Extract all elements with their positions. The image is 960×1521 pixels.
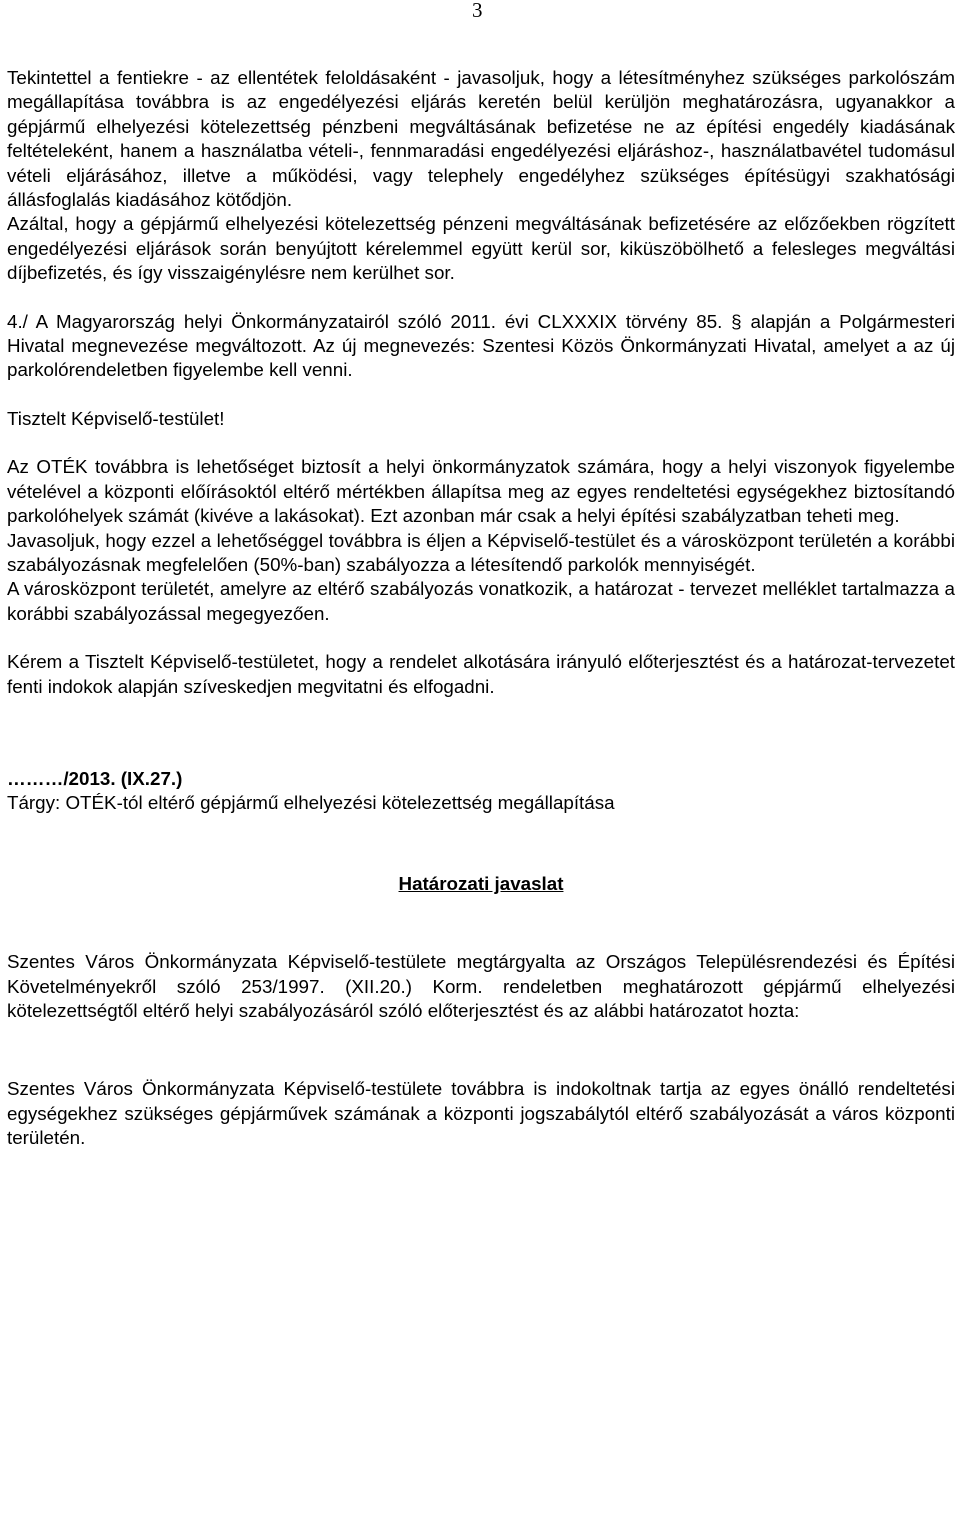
- paragraph-city-center-area: A városközpont területét, amelyre az eltérő szabályozás vonatkozik, a határozat - tervezet melléklet tartalmazza a korábbi szabályozással megegyezően.: [7, 578, 955, 624]
- paragraph-office-name-change: 4./ A Magyarország helyi Önkormányzatairól szóló 2011. évi CLXXXIX törvény 85. § alapján a Polgármesteri Hivatal megnevezése megváltozott. Az új megnevezés: Szentesi Közös Önkormányzati Hivatal, amelyet a az új parkolórendeletben figyelembe kell venni.: [7, 310, 955, 381]
- paragraph-otek-options: Az OTÉK továbbra is lehetőséget biztosít a helyi önkormányzatok számára, hogy a helyi viszonyok figyelembe vételével a központi előírásoktól eltérő mértékben állapítsa meg az egyes rendeltetési egységekhez biztosítandó parkolóhelyek számát (kivéve a lakásokat). Ezt azonban már csak a helyi építési szabályzatban teheti meg.: [7, 456, 955, 527]
- paragraph-parking-proposal: Tekintettel a fentiekre - az ellentétek feloldásaként - javasoljuk, hogy a létesítményhez szükséges parkolószám megállapítása továbbra is az engedélyezési eljárás keretén belül kerüljön meghatározásra, ugyanakkor a gépjármű elhelyezési kötelezettség pénzbeni megváltásának befizetése ne az építési engedély kiadásának feltételeként, hanem a használatba vételi-, fennmaradási engedélyezési eljáráshoz-, használatbavétel tudomásul vételi eljárásához, illetve a működési, vagy telephely engedélyhez szükséges építésügyi szakhatósági állásfoglalás kiadásához kötődjön.: [7, 67, 955, 211]
- document-body: [7, 66, 955, 1151]
- resolution-number: ………/2013. (IX.27.): [7, 767, 183, 789]
- paragraph-recommendation: Javasoljuk, hogy ezzel a lehetőséggel továbbra is éljen a Képviselő-testület és a városközpont területén a korábbi szabályozásnak megfelelően (50%-ban) szabályozza a létesítendő parkolók mennyiségét.: [7, 529, 955, 575]
- paragraph-council-discussion: Szentes Város Önkormányzata Képviselő-testülete megtárgyalta az Országos Településrendezési és Építési Követelményekről szóló 253/1997. (XII.20.) Korm. rendeletben meghatározott gépjármű elhelyezési kötelezettségtől eltérő helyi szabályozásáról szóló előterjesztést és az alábbi határozatot hozta:: [7, 951, 955, 1021]
- paragraph-payment-timing: Azáltal, hogy a gépjármű elhelyezési kötelezettség pénzeni megváltásának befizetésére az előzőekben rögzített engedélyezési eljárások során benyújtott kérelemmel együtt kerül sor, kiküszöbölhető a felesleges megváltási díjbefizetés, és így visszaigénylésre nem kerülhet sor.: [7, 213, 955, 284]
- page-number: 3: [472, 0, 483, 22]
- subject-line: Tárgy: OTÉK-tól eltérő gépjármű elhelyezési kötelezettség megállapítása: [7, 792, 615, 814]
- paragraph-request: Kérem a Tisztelt Képviselő-testületet, hogy a rendelet alkotására irányuló előterjesztést és a határozat-tervezetet fenti indokok alapján szíveskedjen megvitatni és elfogadni.: [7, 651, 955, 697]
- paragraph-council-decision: Szentes Város Önkormányzata Képviselő-testülete továbbra is indokoltnak tartja az egyes önálló rendeltetési egységekhez szükséges gépjárművek számának a központi jogszabálytól eltérő szabályozását a város központi területén.: [7, 1078, 955, 1149]
- salutation: Tisztelt Képviselő-testület!: [7, 407, 225, 429]
- resolution-title: Határozati javaslat: [398, 872, 564, 894]
